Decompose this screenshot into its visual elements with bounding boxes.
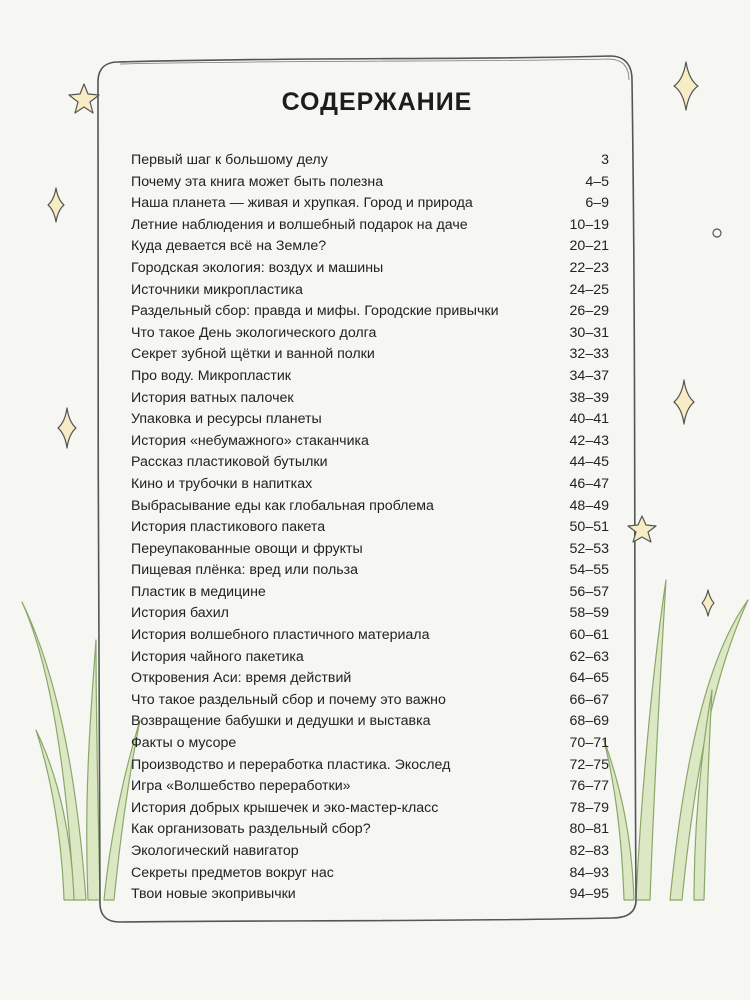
- toc-entry: [131, 344, 609, 366]
- toc-entry: [131, 539, 609, 561]
- toc-entry: [131, 884, 609, 906]
- toc-entry-title: Как организовать раздельный сбор?: [131, 821, 371, 838]
- toc-entry-pages: 10–19: [569, 216, 609, 233]
- toc-entry-title: История пластикового пакета: [131, 519, 326, 536]
- toc-entry: [131, 841, 609, 863]
- toc-entry: [131, 474, 609, 496]
- toc-entry-pages: 46–47: [569, 475, 609, 492]
- toc-entry-pages: 62–63: [569, 648, 609, 665]
- toc-entry-title: Летние наблюдения и волшебный подарок на даче: [131, 216, 468, 233]
- toc-entry: [131, 193, 609, 215]
- toc-entry: [131, 819, 609, 841]
- toc-list: [131, 150, 609, 906]
- toc-entry: [131, 366, 609, 388]
- toc-entry-pages: 94–95: [569, 886, 609, 903]
- toc-entry-title: Что такое раздельный сбор и почему это важно: [131, 691, 446, 708]
- toc-entry: [131, 582, 609, 604]
- table-of-contents: [131, 88, 609, 906]
- toc-entry-title: Производство и переработка пластика. Экослед: [131, 756, 451, 773]
- toc-entry: [131, 711, 609, 733]
- toc-entry: [131, 323, 609, 345]
- toc-entry: [131, 863, 609, 885]
- toc-entry-pages: 44–45: [569, 454, 609, 471]
- toc-entry-pages: 4–5: [585, 173, 609, 190]
- toc-entry-title: Твои новые экопривычки: [131, 886, 296, 903]
- toc-entry-title: Упаковка и ресурсы планеты: [131, 411, 322, 428]
- toc-entry: [131, 647, 609, 669]
- frame-border: [120, 59, 629, 80]
- toc-entry: [131, 690, 609, 712]
- toc-entry: [131, 603, 609, 625]
- toc-entry-title: Источники микропластика: [131, 281, 303, 298]
- toc-entry-title: Переупакованные овощи и фрукты: [131, 540, 363, 557]
- toc-entry-pages: 34–37: [569, 367, 609, 384]
- toc-entry: [131, 280, 609, 302]
- toc-entry-title: История волшебного пластичного материала: [131, 627, 430, 644]
- toc-entry: [131, 215, 609, 237]
- toc-entry-pages: 32–33: [569, 346, 609, 363]
- toc-entry-title: Пластик в медицине: [131, 583, 266, 600]
- toc-entry-pages: 78–79: [569, 799, 609, 816]
- toc-entry: [131, 150, 609, 172]
- toc-entry: [131, 236, 609, 258]
- toc-entry-pages: 56–57: [569, 583, 609, 600]
- toc-entry-pages: 72–75: [569, 756, 609, 773]
- toc-entry-pages: 3: [601, 152, 609, 168]
- grass-illustration: [22, 602, 140, 900]
- toc-entry-title: Пищевая плёнка: вред или польза: [131, 562, 359, 579]
- toc-entry-pages: 64–65: [569, 670, 609, 687]
- toc-entry-pages: 84–93: [569, 864, 609, 881]
- toc-entry-pages: 66–67: [569, 691, 609, 708]
- toc-entry-pages: 80–81: [569, 821, 609, 838]
- toc-entry-pages: 38–39: [569, 389, 609, 406]
- toc-entry-title: Секреты предметов вокруг нас: [131, 864, 334, 881]
- toc-entry-title: Городская экология: воздух и машины: [131, 259, 384, 276]
- toc-entry: [131, 496, 609, 518]
- toc-entry-title: Рассказ пластиковой бутылки: [131, 454, 328, 471]
- toc-entry-pages: 50–51: [569, 519, 609, 536]
- toc-entry: [131, 625, 609, 647]
- grass-illustration: [604, 580, 748, 900]
- toc-entry-title: Игра «Волшебство переработки»: [131, 778, 351, 795]
- toc-entry-pages: 52–53: [569, 540, 609, 557]
- toc-entry: [131, 258, 609, 280]
- toc-entry-title: Выбрасывание еды как глобальная проблема: [131, 497, 434, 514]
- toc-entry: [131, 388, 609, 410]
- toc-entry-title: История добрых крышечек и эко-мастер-класс: [131, 799, 439, 816]
- toc-entry-title: Первый шаг к большому делу: [131, 152, 328, 168]
- toc-entry-title: Кино и трубочки в напитках: [131, 475, 313, 492]
- toc-entry: [131, 668, 609, 690]
- toc-entry-title: Наша планета — живая и хрупкая. Город и природа: [131, 195, 473, 212]
- toc-entry-title: Экологический навигатор: [131, 843, 299, 859]
- toc-entry-pages: 68–69: [569, 713, 609, 730]
- toc-entry-title: История «небумажного» стаканчика: [131, 432, 369, 449]
- toc-entry: [131, 776, 609, 798]
- toc-entry-pages: 30–31: [569, 324, 609, 341]
- toc-entry-title: Про воду. Микропластик: [131, 367, 292, 384]
- toc-entry-pages: 42–43: [569, 432, 609, 449]
- toc-entry-title: Возвращение бабушки и дедушки и выставка: [131, 713, 431, 730]
- toc-entry: [131, 755, 609, 777]
- toc-entry-pages: 70–71: [569, 735, 609, 752]
- toc-entry-title: История чайного пакетика: [131, 648, 304, 665]
- toc-entry: [131, 301, 609, 323]
- toc-entry-pages: 22–23: [569, 259, 609, 276]
- toc-entry-pages: 48–49: [569, 497, 609, 514]
- toc-entry-title: Раздельный сбор: правда и мифы. Городские привычки: [131, 303, 499, 320]
- toc-entry-title: Факты о мусоре: [131, 735, 237, 752]
- toc-entry-title: Что такое День экологического долга: [131, 324, 377, 341]
- page-title: СОДЕРЖАНИЕ: [281, 88, 473, 116]
- toc-entry-pages: 24–25: [569, 281, 609, 298]
- toc-entry: [131, 409, 609, 431]
- toc-entry: [131, 172, 609, 194]
- toc-entry-pages: 40–41: [569, 411, 609, 428]
- toc-entry-title: История ватных палочек: [131, 389, 294, 406]
- toc-entry-title: Почему эта книга может быть полезна: [131, 173, 384, 190]
- toc-entry: [131, 431, 609, 453]
- toc-entry-title: Откровения Аси: время действий: [131, 670, 352, 687]
- toc-entry-pages: 20–21: [569, 238, 609, 255]
- toc-entry-pages: 76–77: [569, 778, 609, 795]
- toc-entry-pages: 54–55: [569, 562, 609, 579]
- toc-entry-title: Куда девается всё на Земле?: [131, 238, 327, 255]
- toc-entry-pages: 58–59: [569, 605, 609, 622]
- toc-entry: [131, 560, 609, 582]
- toc-entry: [131, 733, 609, 755]
- dot-icon: [713, 229, 721, 237]
- toc-entry-pages: 60–61: [569, 627, 609, 644]
- toc-entry-pages: 82–83: [569, 843, 609, 859]
- toc-entry-title: Секрет зубной щётки и ванной полки: [131, 346, 375, 363]
- toc-entry: [131, 517, 609, 539]
- toc-entry-pages: 26–29: [569, 303, 609, 320]
- toc-entry-pages: 6–9: [585, 195, 609, 212]
- toc-entry: [131, 452, 609, 474]
- toc-entry: [131, 798, 609, 820]
- toc-entry-title: История бахил: [131, 605, 229, 622]
